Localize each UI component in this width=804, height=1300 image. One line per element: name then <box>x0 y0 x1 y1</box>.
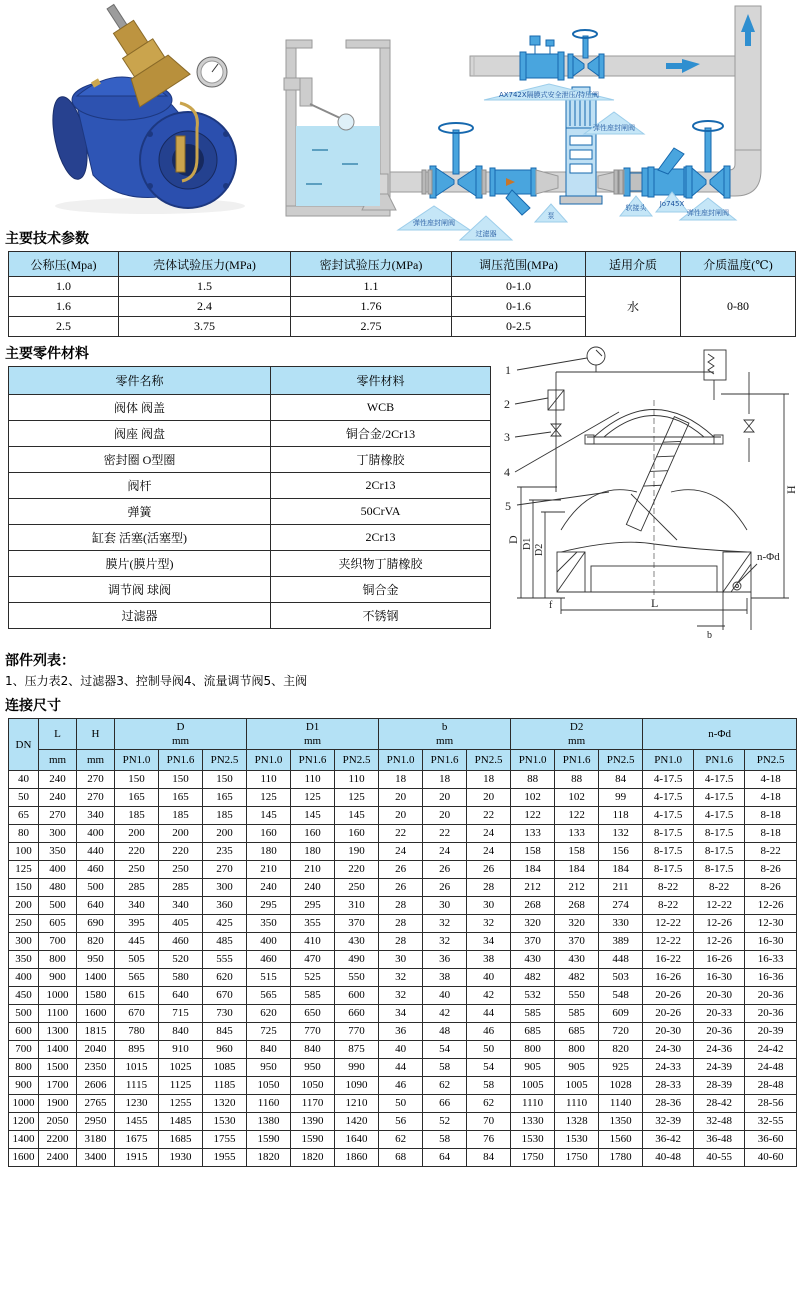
dims-group-b: b mm <box>379 719 511 750</box>
dims-pn: PN1.6 <box>555 750 599 771</box>
dims-row: 600 1300 1815 780 840 845 725 770 770 36 48 46 685 685 720 20-30 20-36 20-39 <box>9 1023 797 1041</box>
filter-graphic <box>490 168 536 215</box>
parts-list-section <box>5 650 804 689</box>
drawing-dim-d2: D2 <box>534 543 545 556</box>
dims-row: 80 300 400 200 200 200 160 160 160 22 22 24 133 133 132 8-17.5 8-17.5 8-18 <box>9 825 797 843</box>
dims-row: 150 480 500 285 285 300 240 240 250 26 26 28 212 212 211 8-22 8-22 8-26 <box>9 879 797 897</box>
drawing-callout-2: 2 <box>504 397 510 411</box>
parts-list-text: 1、压力表2、过滤器3、控制导阀4、流量调节阀5、主阀 <box>5 674 308 688</box>
dims-row: 125 400 460 250 250 270 210 210 220 26 26 26 184 184 184 8-17.5 8-17.5 8-26 <box>9 861 797 879</box>
diagram-label-gate-right: 弹性座封闸阀 <box>687 209 729 217</box>
tech-params-table <box>8 251 796 337</box>
materials-col-material: 零件材料 <box>271 367 491 395</box>
materials-row: 阀座 阀盘 铜合金/2Cr13 <box>9 421 491 447</box>
section-title-dimensions: 连接尺寸 <box>5 698 61 714</box>
dims-row: 300 700 820 445 460 485 400 410 430 28 32 34 370 370 389 12-22 12-26 16-30 <box>9 933 797 951</box>
drawing-callout-5: 5 <box>505 499 511 513</box>
diagram-label-pump: 泵 <box>547 212 555 220</box>
dims-col-h: H <box>77 719 115 750</box>
materials-row: 过滤器 不锈钢 <box>9 603 491 629</box>
tech-medium-value: 水 <box>586 277 681 337</box>
materials-row: 缸套 活塞(活塞型) 2Cr13 <box>9 525 491 551</box>
diagram-label-filter: 过滤器 <box>475 230 497 238</box>
drawing-callout-1: 1 <box>505 363 511 377</box>
dims-pn: PN1.0 <box>115 750 159 771</box>
tech-col-adjust-range: 调压范围(MPa) <box>452 252 586 277</box>
drawing-dim-h: H <box>784 485 798 494</box>
dims-col-dn: DN <box>9 719 39 771</box>
float-ball <box>338 114 354 130</box>
dims-row: 40 240 270 150 150 150 110 110 110 18 18 18 88 88 84 4-17.5 4-17.5 4-18 <box>9 771 797 789</box>
tech-col-seal-test: 密封试验压力(MPa) <box>291 252 452 277</box>
materials-row: 阀体 阀盖 WCB <box>9 395 491 421</box>
dims-pn: PN1.0 <box>379 750 423 771</box>
tech-row: 1.6 2.4 1.76 0-1.6 <box>9 297 796 317</box>
diagram-label-gate-left: 弹性座封闸阀 <box>413 219 455 227</box>
dims-row: 400 900 1400 565 580 620 515 525 550 32 38 40 482 482 503 16-26 16-30 16-36 <box>9 969 797 987</box>
section-title-materials: 主要零件材料 <box>5 346 89 362</box>
tech-col-medium: 适用介质 <box>586 252 681 277</box>
dims-group-d2: D2 mm <box>511 719 643 750</box>
relief-valve-graphic <box>520 36 564 80</box>
dims-row: 1600 2400 3400 1915 1930 1955 1820 1820 1860 68 64 84 1750 1750 1780 40-48 40-55 40-60 <box>9 1149 797 1167</box>
drawing-dim-f: f <box>549 600 553 611</box>
dims-group-d: D mm <box>115 719 247 750</box>
dims-pn: PN1.0 <box>247 750 291 771</box>
dims-group-d1: D1 mm <box>247 719 379 750</box>
diagram-label-check: Jo745X <box>659 200 685 208</box>
materials-row: 调节阀 球阀 铜合金 <box>9 577 491 603</box>
pump-graphic <box>560 87 602 204</box>
installation-diagram <box>284 0 804 238</box>
drawing-dim-d: D <box>506 535 520 544</box>
dims-row: 700 1400 2040 895 910 960 840 840 875 40 54 50 800 800 820 24-30 24-36 24-42 <box>9 1041 797 1059</box>
drawing-dim-b: b <box>707 630 712 641</box>
dims-pn: PN1.6 <box>694 750 745 771</box>
hero-section <box>0 0 804 238</box>
dims-pn: PN1.0 <box>643 750 694 771</box>
tech-temp-value: 0-80 <box>681 277 796 337</box>
tech-col-temperature: 介质温度(℃) <box>681 252 796 277</box>
dims-pn: PN1.6 <box>423 750 467 771</box>
dims-group-nphid: n-Φd <box>643 719 797 750</box>
dims-row: 1200 2050 2950 1455 1485 1530 1380 1390 1420 56 52 70 1330 1328 1350 32-39 32-48 32-55 <box>9 1113 797 1131</box>
dims-row: 50 240 270 165 165 165 125 125 125 20 20 20 102 102 99 4-17.5 4-17.5 4-18 <box>9 789 797 807</box>
dims-row: 200 500 640 340 340 360 295 295 310 28 30 30 268 268 274 8-22 12-22 12-26 <box>9 897 797 915</box>
dims-row: 450 1000 1580 615 640 670 565 585 600 32 40 42 532 550 548 20-26 20-30 20-36 <box>9 987 797 1005</box>
dims-row: 65 270 340 185 185 185 145 145 145 20 20 22 122 122 118 4-17.5 4-17.5 8-18 <box>9 807 797 825</box>
tech-row: 2.5 3.75 2.75 0-2.5 <box>9 317 796 337</box>
diagram-label-relief: AX742X隔膜式安全泄压/持压阀 <box>498 91 600 99</box>
section-title-tech-params: 主要技术参数 <box>5 231 89 247</box>
materials-section <box>0 363 804 641</box>
product-photo <box>30 8 266 220</box>
drawing-callout-3: 3 <box>504 430 510 444</box>
tech-col-shell-test: 壳体试验压力(MPa) <box>119 252 291 277</box>
dims-row: 1400 2200 3180 1675 1685 1755 1590 1590 1640 62 58 76 1530 1530 1560 36-42 36-48 36-60 <box>9 1131 797 1149</box>
dims-row: 500 1100 1600 670 715 730 620 650 660 34 42 44 585 585 609 20-26 20-33 20-36 <box>9 1005 797 1023</box>
tank-water <box>296 126 380 206</box>
dims-col-l: L <box>39 719 77 750</box>
dims-row: 100 350 440 220 220 235 180 180 190 24 24 24 158 158 156 8-17.5 8-17.5 8-22 <box>9 843 797 861</box>
dims-pn: PN2.5 <box>745 750 797 771</box>
tech-row: 1.0 1.5 1.1 0-1.0 水 0-80 <box>9 277 796 297</box>
parts-list-title: 部件列表： <box>5 653 75 669</box>
materials-row: 弹簧 50CrVA <box>9 499 491 525</box>
dims-h-unit: mm <box>77 750 115 771</box>
valve-section-drawing <box>499 342 803 640</box>
dims-row: 250 605 690 395 405 425 350 355 370 28 32 32 320 320 330 12-22 12-26 12-30 <box>9 915 797 933</box>
drawing-callout-4: 4 <box>504 465 510 479</box>
materials-col-part: 零件名称 <box>9 367 271 395</box>
dims-row: 900 1700 2606 1115 1125 1185 1050 1050 1090 46 62 58 1005 1005 1028 28-33 28-39 28-48 <box>9 1077 797 1095</box>
dimensions-table <box>8 718 797 1167</box>
materials-row: 阀杆 2Cr13 <box>9 473 491 499</box>
tech-col-nominal-pressure: 公称压(Mpa) <box>9 252 119 277</box>
dims-pn: PN2.5 <box>203 750 247 771</box>
diagram-label-gate-top: 弹性座封闸阀 <box>593 124 635 132</box>
drawing-dim-l: L <box>651 596 659 610</box>
dims-row: 800 1500 2350 1015 1025 1085 950 950 990 44 58 54 905 905 925 24-33 24-39 24-48 <box>9 1059 797 1077</box>
dims-row: 350 800 950 505 520 555 460 470 490 30 36 38 430 430 448 16-22 16-26 16-33 <box>9 951 797 969</box>
drawing-dim-nphid: n-Φd <box>757 551 780 563</box>
materials-table <box>8 366 491 629</box>
dims-pn: PN2.5 <box>467 750 511 771</box>
diagram-label-soft-joint: 软接头 <box>625 204 647 212</box>
dims-pn: PN2.5 <box>599 750 643 771</box>
drawing-dim-d1: D1 <box>522 537 533 550</box>
check-valve-graphic <box>648 148 690 197</box>
materials-row: 密封圈 O型圈 丁腈橡胶 <box>9 447 491 473</box>
dims-row: 1000 1900 2765 1230 1255 1320 1160 1170 1210 50 66 62 1110 1110 1140 28-36 28-42 28-56 <box>9 1095 797 1113</box>
dims-pn: PN1.0 <box>511 750 555 771</box>
materials-row: 膜片(膜片型) 夹织物丁腈橡胶 <box>9 551 491 577</box>
dims-pn: PN1.6 <box>291 750 335 771</box>
dims-pn: PN1.6 <box>159 750 203 771</box>
dims-pn: PN2.5 <box>335 750 379 771</box>
dims-l-unit: mm <box>39 750 77 771</box>
